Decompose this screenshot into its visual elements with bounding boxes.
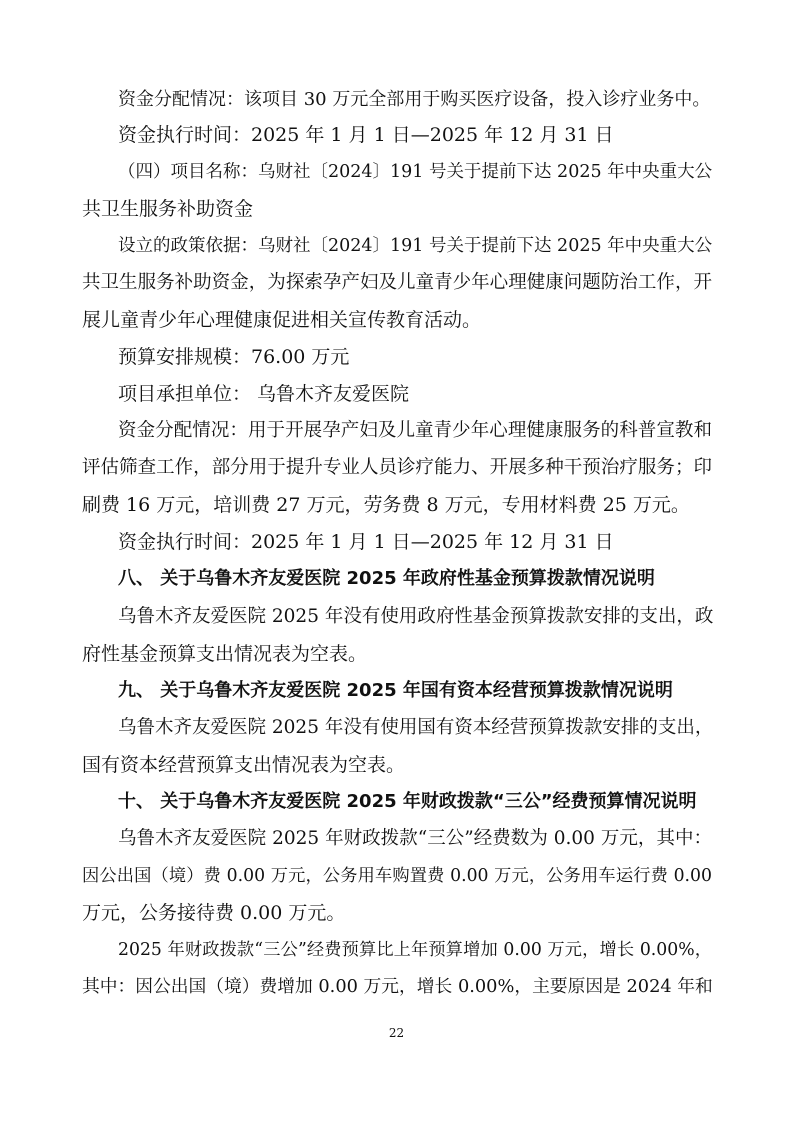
paragraph-line: 资金分配情况：用于开展孕产妇及儿童青少年心理健康服务的科普宣教和	[118, 420, 712, 441]
paragraph-line: 共卫生服务补助资金，为探索孕产妇及儿童青少年心理健康问题防治工作，开	[82, 272, 712, 293]
paragraph-line: 乌鲁木齐友爱医院 2025 年没有使用国有资本经营预算拨款安排的支出，	[118, 717, 714, 738]
paragraph-line: 府性基金预算支出情况表为空表。	[82, 643, 368, 665]
paragraph-line: 设立的政策依据：乌财社〔2024〕191 号关于提前下达 2025 年中央重大公	[118, 236, 713, 256]
paragraph-line: 国有资本经营预算支出情况表为空表。	[82, 754, 406, 776]
paragraph-line: 共卫生服务补助资金	[82, 198, 254, 220]
section-heading: 十、 关于乌鲁木齐友爱医院 2025 年财政拨款“三公”经费预算情况说明	[118, 791, 697, 812]
paragraph-line: （四）项目名称：乌财社〔2024〕191 号关于提前下达 2025 年中央重大公	[118, 162, 713, 182]
paragraph-line: 项目承担单位： 乌鲁木齐友爱医院	[118, 383, 410, 405]
section-heading: 九、 关于乌鲁木齐友爱医院 2025 年国有资本经营预算拨款情况说明	[118, 680, 673, 701]
paragraph-line: 展儿童青少年心理健康促进相关宣传教育活动。	[82, 309, 482, 331]
paragraph-line: 资金执行时间：2025 年 1 月 1 日—2025 年 12 月 31 日	[118, 531, 614, 553]
paragraph-line: 因公出国（境）费 0.00 万元，公务用车购置费 0.00 万元，公务用车运行费 0.00	[82, 866, 712, 886]
section-heading: 八、 关于乌鲁木齐友爱医院 2025 年政府性基金预算拨款情况说明	[118, 568, 655, 589]
paragraph-line: 资金分配情况：该项目 30 万元全部用于购买医疗设备，投入诊疗业务中。	[118, 89, 711, 110]
paragraph-line: 万元，公务接待费 0.00 万元。	[82, 902, 346, 924]
paragraph-line: 刷费 16 万元，培训费 27 万元，劳务费 8 万元，专用材料费 25 万元。	[82, 494, 690, 516]
paragraph-line: 评估筛查工作，部分用于提升专业人员诊疗能力、开展多种干预治疗服务；印	[82, 457, 712, 478]
paragraph-line: 乌鲁木齐友爱医院 2025 年没有使用政府性基金预算拨款安排的支出，政	[118, 606, 714, 627]
paragraph-line: 2025 年财政拨款“三公”经费预算比上年预算增加 0.00 万元，增长 0.00%，	[118, 940, 712, 960]
paragraph-line: 资金执行时间：2025 年 1 月 1 日—2025 年 12 月 31 日	[118, 124, 614, 146]
paragraph-line: 其中：因公出国（境）费增加 0.00 万元，增长 0.00%，主要原因是 2024 年和	[82, 977, 713, 997]
paragraph-line: 乌鲁木齐友爱医院 2025 年财政拨款“三公”经费数为 0.00 万元，其中：	[118, 828, 712, 849]
page-number: 22	[388, 1026, 405, 1040]
paragraph-line: 预算安排规模：76.00 万元	[118, 346, 350, 368]
